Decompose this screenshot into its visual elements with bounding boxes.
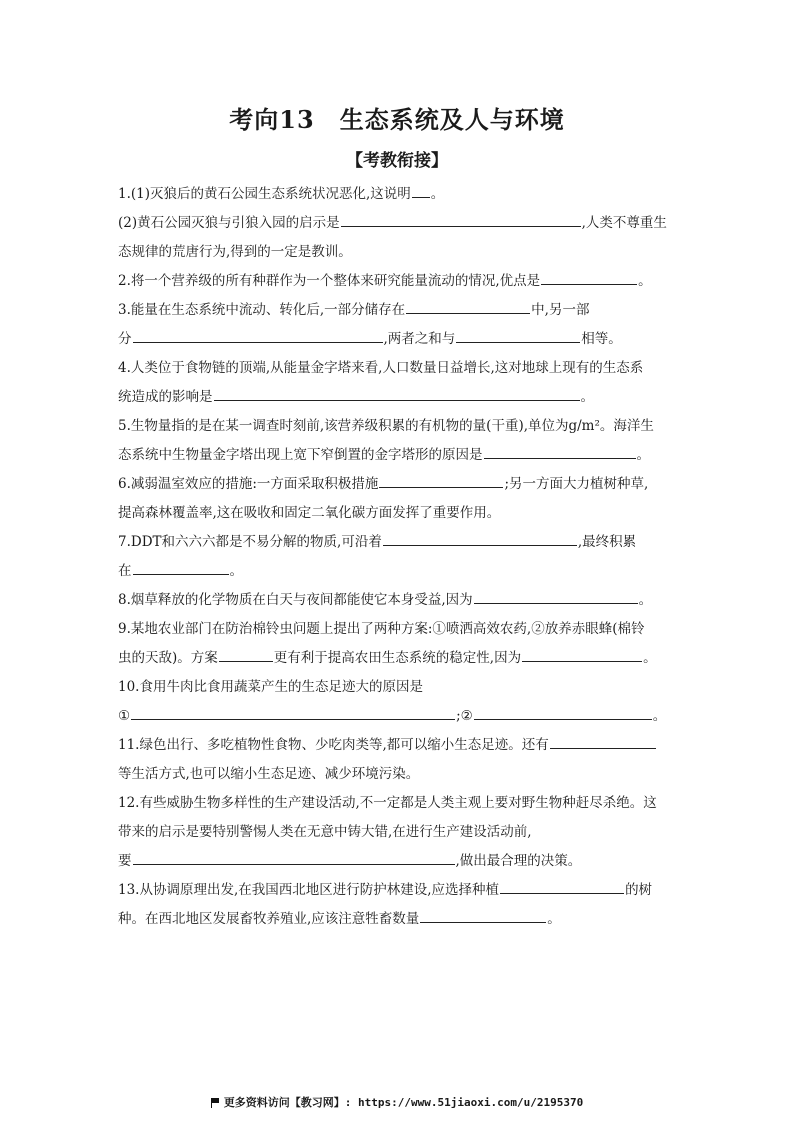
text-line — [118, 644, 684, 673]
line-text: 相等。 — [581, 331, 622, 347]
line-text: ;另一方面大力植树种草, — [504, 476, 649, 492]
text-line — [118, 586, 684, 615]
answer-blank[interactable] — [420, 906, 546, 923]
answer-blank[interactable] — [522, 645, 642, 662]
line-text: 。 — [547, 911, 561, 927]
answer-blank[interactable] — [484, 442, 636, 459]
text-line — [118, 818, 684, 847]
line-text: 13.从协调原理出发,在我国西北地区进行防护林建设,应选择种植 — [118, 882, 500, 898]
answer-blank[interactable] — [550, 732, 656, 749]
answer-blank[interactable] — [133, 558, 229, 575]
text-line — [118, 673, 684, 702]
line-text: 分 — [118, 331, 132, 347]
question-list — [118, 180, 684, 934]
answer-blank[interactable] — [341, 210, 581, 227]
line-text: 5.生物量指的是在某一调查时刻前,该营养级积累的有机物的量(干重),单位为g/m²。海洋生 — [118, 418, 654, 434]
answer-blank[interactable] — [133, 326, 383, 343]
line-text: 。 — [638, 592, 653, 608]
line-text: 11.绿色出行、多吃植物性食物、少吃肉类等,都可以缩小生态足迹。还有 — [118, 737, 549, 753]
line-text: 9.某地农业部门在防治棉铃虫问题上提出了两种方案:①喷洒高效农药,②放养赤眼蜂(棉铃 — [118, 621, 645, 637]
line-text: 12.有些威胁生物多样性的生产建设活动,不一定都是人类主观上要对野生物种赶尽杀绝。这 — [118, 795, 657, 811]
answer-blank[interactable] — [456, 326, 580, 343]
answer-blank[interactable] — [133, 848, 455, 865]
line-text: ,两者之和与 — [383, 331, 456, 347]
line-text: 。 — [430, 186, 445, 202]
text-line — [118, 296, 684, 325]
text-line — [118, 789, 684, 818]
text-line — [118, 470, 684, 499]
text-line — [118, 876, 684, 905]
text-line — [118, 209, 684, 238]
flag-icon — [211, 1098, 219, 1107]
text-line — [118, 499, 684, 528]
line-text: 。 — [638, 273, 652, 289]
text-line — [118, 615, 684, 644]
answer-blank[interactable] — [474, 587, 638, 604]
text-line — [118, 354, 684, 383]
line-text: 提高森林覆盖率,这在吸收和固定二氧化碳方面发挥了重要作用。 — [118, 505, 501, 521]
text-line — [118, 528, 684, 557]
line-text: 6.减弱温室效应的措施:一方面采取积极措施 — [118, 476, 379, 492]
line-text: 中,另一部 — [531, 302, 590, 318]
answer-blank[interactable] — [541, 268, 637, 285]
line-text: 带来的启示是要特别警惕人类在无意中铸大错,在进行生产建设活动前, — [118, 824, 532, 840]
line-text: 态系统中生物量金字塔出现上宽下窄倒置的金字塔形的原因是 — [118, 447, 483, 463]
footer-text: 更多资料访问【教习网】: https://www.51jiaoxi.com/u/2195370 — [223, 1096, 584, 1109]
page-title: 考向13 生态系统及人与环境 — [229, 105, 565, 134]
line-text: ,人类不尊重生 — [581, 215, 667, 231]
text-line — [118, 412, 684, 441]
answer-blank[interactable] — [131, 703, 455, 720]
text-line — [118, 238, 684, 267]
answer-blank[interactable] — [500, 877, 624, 894]
line-text: ① — [118, 708, 131, 724]
line-text: 态规律的荒唐行为,得到的一定是教训。 — [118, 244, 352, 260]
line-text: ,做出最合理的决策。 — [455, 853, 582, 869]
line-text: ;② — [456, 708, 473, 724]
text-line — [118, 180, 684, 209]
section-subtitle: 【考教衔接】 — [346, 151, 448, 171]
text-line — [118, 731, 684, 760]
line-text: 。 — [652, 708, 667, 724]
text-line — [118, 441, 684, 470]
line-text: 虫的天敌)。方案 — [118, 650, 218, 666]
line-text: 1.(1)灭狼后的黄石公园生态系统状况恶化,这说明 — [118, 186, 411, 202]
line-text: 在 — [118, 563, 132, 579]
line-text: 。 — [229, 563, 243, 579]
line-text: ,最终积累 — [577, 534, 637, 550]
answer-blank[interactable] — [214, 384, 580, 401]
line-text: 种。在西北地区发展畜牧养殖业,应该注意牲畜数量 — [118, 911, 420, 927]
answer-blank[interactable] — [379, 471, 503, 488]
line-text: 4.人类位于食物链的顶端,从能量金字塔来看,人口数量日益增长,这对地球上现有的生态系 — [118, 360, 644, 376]
answer-blank[interactable] — [406, 297, 530, 314]
footer-link[interactable] — [0, 1094, 794, 1110]
line-text: 8.烟草释放的化学物质在白天与夜间都能使它本身受益,因为 — [118, 592, 473, 608]
text-line — [118, 760, 684, 789]
line-text: 。 — [580, 389, 594, 405]
line-text: (2)黄石公园灭狼与引狼入园的启示是 — [118, 215, 340, 231]
text-line — [118, 383, 684, 412]
line-text: 等生活方式,也可以缩小生态足迹、减少环境污染。 — [118, 766, 420, 782]
answer-blank[interactable] — [383, 529, 577, 546]
line-text: 统造成的影响是 — [118, 389, 213, 405]
line-text: 。 — [636, 447, 650, 463]
text-line — [118, 557, 684, 586]
line-text: 。 — [643, 650, 657, 666]
line-text: 7.DDT和六六六都是不易分解的物质,可沿着 — [118, 534, 382, 550]
line-text: 更有利于提高农田生态系统的稳定性,因为 — [273, 650, 522, 666]
line-text: 3.能量在生态系统中流动、转化后,一部分储存在 — [118, 302, 406, 318]
answer-blank[interactable] — [219, 645, 273, 662]
line-text: 的树 — [625, 882, 653, 898]
line-text: 2.将一个营养级的所有种群作为一个整体来研究能量流动的情况,优点是 — [118, 273, 541, 289]
text-line — [118, 267, 684, 296]
answer-blank[interactable] — [474, 703, 652, 720]
line-text: 要 — [118, 853, 132, 869]
text-line — [118, 325, 684, 354]
text-line — [118, 905, 684, 934]
text-line — [118, 847, 684, 876]
text-line — [118, 702, 684, 731]
line-text: 10.食用牛肉比食用蔬菜产生的生态足迹大的原因是 — [118, 679, 423, 695]
answer-blank[interactable] — [412, 181, 430, 198]
